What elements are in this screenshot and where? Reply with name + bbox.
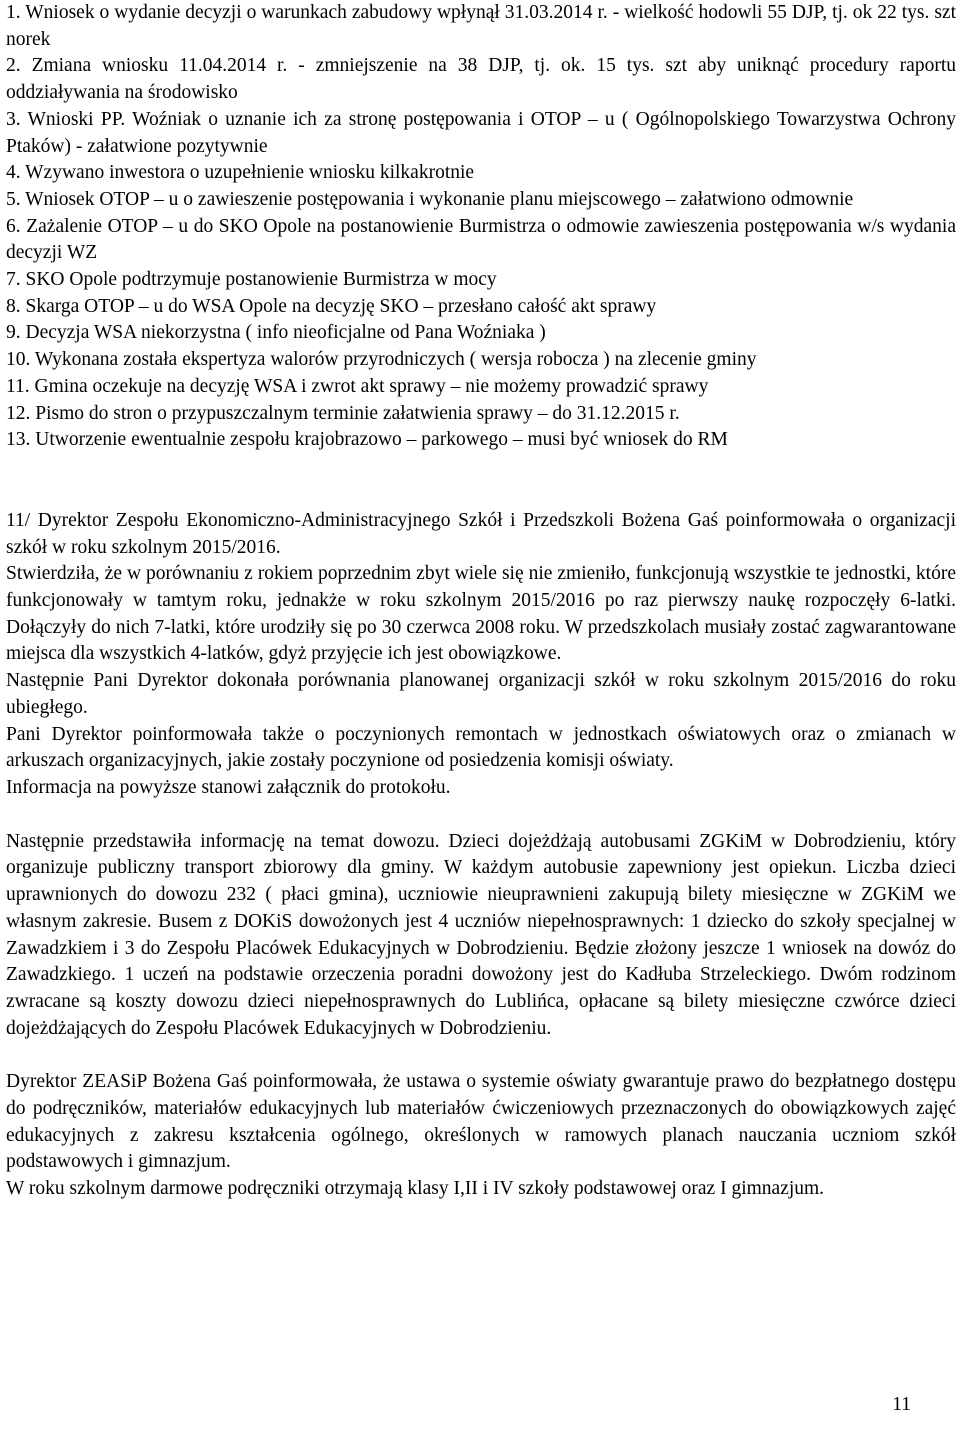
list-item-4: 4. Wzywano inwestora o uzupełnienie wniosku kilkakrotnie (6, 162, 475, 184)
list-item-3: 3. Wnioski PP. Woźniak o uznanie ich za stronę postępowania i OTOP – u ( Ogólnopolskiego Towarzystwa Ochrony Ptaków) - załatwione pozytywnie (6, 108, 956, 157)
list-item-13: 13. Utworzenie ewentualnie zespołu krajobrazowo – parkowego – musi być wniosek do RM (6, 429, 728, 451)
section-11-paragraph-4: Pani Dyrektor poinformowała także o poczynionych remontach w jednostkach oświatowych oraz o zmianach w arkuszach organizacyjnych, jakie zostały poczynione od posiedzenia komisji oświaty. (6, 723, 956, 772)
spacer (6, 454, 956, 508)
podreczniki-paragraph-2: W roku szkolnym darmowe podręczniki otrzymają klasy I,II i IV szkoły podstawowej oraz I gimnazjum. (6, 1178, 825, 1200)
list-item-12: 12. Pismo do stron o przypuszczalnym terminie załatwienia sprawy – do 31.12.2015 r. (6, 402, 680, 424)
list-item-10: 10. Wykonana została ekspertyza walorów przyrodniczych ( wersja robocza ) na zlecenie gminy (6, 349, 757, 371)
page-number: 11 (892, 1394, 911, 1415)
list-item-7: 7. SKO Opole podtrzymuje postanowienie Burmistrza w mocy (6, 269, 497, 291)
dowoz-paragraph: Następnie przedstawiła informację na temat dowozu. Dzieci dojeżdżają autobusami ZGKiM w Dobrodzieniu, który organizuje publiczny transport zbiorowy dla gminy. W każdym autobusie zapewniony jest opiekun. Liczba dzieci uprawnionych do dowozu 232 ( płaci gmina), uczniowie nieuprawnieni zakupują bilety miesięczne w ZGKiM we własnym zakresie. Busem z DOKiS dowożonych jest 4 uczniów niepełnosprawnych: 1 dziecko do szkoły specjalnej w Zawadzkiem i 3 do Zespołu Placówek Edukacyjnych w Dobrodzieniu. Będzie złożony jeszcze 1 wniosek na dowóz do Zawadzkiego. 1 uczeń na podstawie orzeczenia poradni dowożony jest do Kadłuba Strzeleckiego. Dwóm rodzinom zwracane są koszty dowozu dzieci niepełnosprawnych do Lublińca, opłacane są bilety miesięczne czwórce dzieci dojeżdżających do Zespołu Placówek Edukacyjnych w Dobrodzieniu. (6, 830, 956, 1039)
spacer (6, 1042, 956, 1069)
section-11-intro: 11/ Dyrektor Zespołu Ekonomiczno-Administracyjnego Szkół i Przedszkoli Bożena Gaś poinformowała o organizacji szkół w roku szkolnym 2015/2016. (6, 509, 956, 558)
list-item-5: 5. Wniosek OTOP – u o zawieszenie postępowania i wykonanie planu miejscowego – załatwiono odmownie (6, 188, 854, 210)
section-11-paragraph-2: Stwierdziła, że w porównaniu z rokiem poprzednim zbyt wiele się nie zmieniło, funkcjonują wszystkie te jednostki, które funkcjonowały w tamtym roku, jednakże w roku szkolnym 2015/2016 po raz pierwszy naukę rozpoczęły 6-latki. Dołączyły do nich 7-latki, które urodziły się po 30 czerwca 2008 roku. W przedszkolach musiały zostać zagwarantowane miejsca dla wszystkich 4-latków, gdyż przyjęcie ich jest obowiązkowe. (6, 563, 956, 665)
document-page (6, 0, 956, 1203)
podreczniki-section (6, 1069, 956, 1203)
list-item-1: 1. Wniosek o wydanie decyzji o warunkach zabudowy wpłynął 31.03.2014 r. - wielkość hodowli 55 DJP, tj. ok 22 tys. szt norek (6, 2, 956, 50)
podreczniki-paragraph-1: Dyrektor ZEASiP Bożena Gaś poinformowała, że ustawa o systemie oświaty gwarantuje prawo do bezpłatnego dostępu do podręczników, materiałów edukacyjnych lub materiałów ćwiczeniowych przeznaczonych do obowiązkowych zajęć edukacyjnych z zakresu kształcenia ogólnego, określonych w ramowych planach nauczania uczniom szkół podstawowych i gimnazjum. (6, 1071, 956, 1173)
list-item-6: 6. Zażalenie OTOP – u do SKO Opole na postanowienie Burmistrza o odmowie zawieszenia postępowania w/s wydania decyzji WZ (6, 215, 956, 264)
list-item-11: 11. Gmina oczekuje na decyzję WSA i zwrot akt sprawy – nie możemy prowadzić sprawy (6, 375, 709, 397)
numbered-list (6, 0, 956, 454)
section-11 (6, 508, 956, 802)
list-item-2: 2. Zmiana wniosku 11.04.2014 r. - zmniejszenie na 38 DJP, tj. ok. 15 tys. szt aby uniknąć procedury raportu oddziaływania na środowisko (6, 55, 956, 104)
section-11-paragraph-5: Informacja na powyższe stanowi załącznik do protokołu. (6, 776, 451, 798)
list-item-8: 8. Skarga OTOP – u do WSA Opole na decyzję SKO – przesłano całość akt sprawy (6, 295, 657, 317)
spacer (6, 802, 956, 829)
list-item-9: 9. Decyzja WSA niekorzystna ( info nieoficjalne od Pana Woźniaka ) (6, 322, 546, 344)
section-11-paragraph-3: Następnie Pani Dyrektor dokonała porównania planowanej organizacji szkół w roku szkolnym 2015/2016 do roku ubiegłego. (6, 670, 956, 718)
